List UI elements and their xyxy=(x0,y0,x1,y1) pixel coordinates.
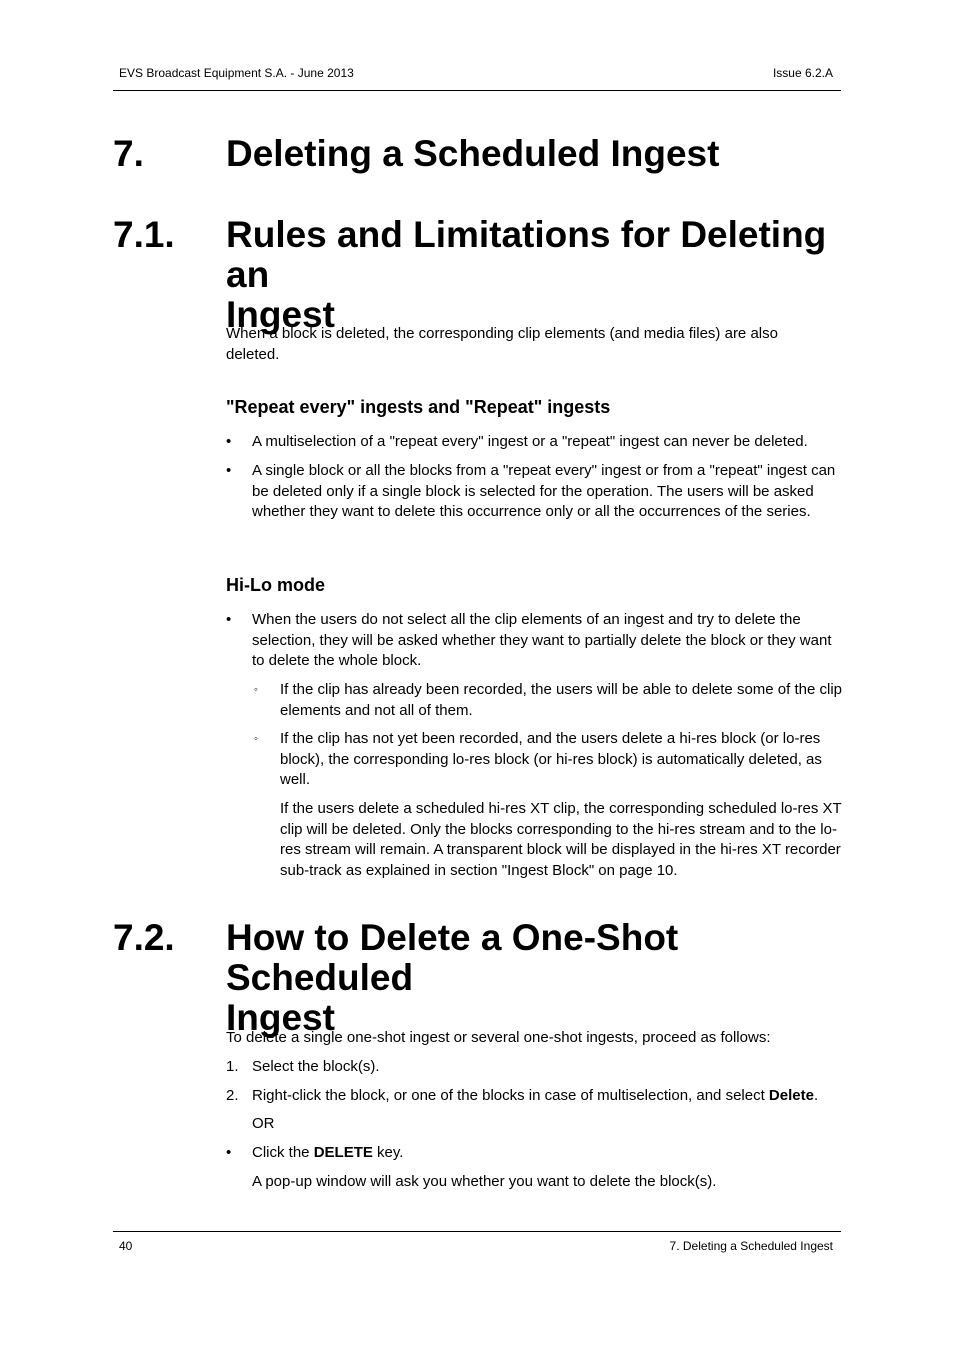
sub-list-item-text: If the clip has already been recorded, the users will be able to delete some of the clip elements and not all of them. xyxy=(280,681,842,719)
subheading-hilo: Hi-Lo mode xyxy=(226,575,325,595)
page-number: 40 xyxy=(119,1239,133,1253)
footer-section: 7. Deleting a Scheduled Ingest xyxy=(669,1239,833,1253)
step-text: Right-click the block, or one of the blocks in case of multiselection, and select Delete. xyxy=(252,1087,819,1104)
section2-number: 7.2. xyxy=(113,917,175,958)
section2-title-line2: Ingest xyxy=(226,997,335,1038)
section1-title xyxy=(226,215,866,335)
delete-command: Delete xyxy=(768,1087,814,1104)
hilo-note: If the users delete a scheduled hi-res XT clip, the corresponding scheduled lo-res XT clip will be deleted. Only the blocks corresponding to the hi-res stream and to the lo-res stream will remain. A transparent block will be displayed in the hi-res XT recorder sub-track as explained in section "Ingest Block" on page 10. xyxy=(280,800,842,879)
bullet-marker: • xyxy=(226,611,232,628)
chapter-number: 7. xyxy=(113,133,144,174)
section2-title xyxy=(226,918,866,1038)
section1-title-line2: Ingest xyxy=(226,294,335,335)
sub-list-item-text: If the clip has not yet been recorded, and the users delete a hi-res block (or lo-res block), the corresponding lo-res block (or hi-res block) is automatically deleted, as well. xyxy=(280,730,822,789)
circle-bullet-marker: ◦ xyxy=(254,733,258,745)
step-text: Select the block(s). xyxy=(252,1058,380,1075)
or-text: OR xyxy=(252,1115,275,1132)
section2-intro: To delete a single one-shot ingest or several one-shot ingests, proceed as follows: xyxy=(226,1029,771,1046)
page-header xyxy=(113,66,841,91)
bullet-marker: • xyxy=(226,462,232,479)
subheading-repeat: "Repeat every" ingests and "Repeat" ingests xyxy=(226,397,611,417)
chapter-title: Deleting a Scheduled Ingest xyxy=(226,133,720,174)
result-text: A pop-up window will ask you whether you want to delete the block(s). xyxy=(252,1173,717,1190)
step-number: 1. xyxy=(226,1058,239,1075)
bullet-marker: • xyxy=(226,433,232,450)
step-number: 2. xyxy=(226,1087,239,1104)
section2-title-line1: How to Delete a One-Shot Scheduled xyxy=(226,917,679,998)
list-item-text: A multiselection of a "repeat every" ingest or a "repeat" ingest can never be deleted. xyxy=(252,433,808,450)
header-right: Issue 6.2.A xyxy=(772,66,833,80)
circle-bullet-marker: ◦ xyxy=(254,684,258,696)
list-item-text: A single block or all the blocks from a "repeat every" ingest or from a "repeat" ingest can be deleted only if a single block is selected for the operation. The users will be asked whether they want to delete this occurrence only or all the occurrences of the series. xyxy=(252,462,836,521)
list-item-text: Click the DELETE key. xyxy=(252,1144,404,1161)
section1-intro: When a block is deleted, the corresponding clip elements (and media files) are also deleted. xyxy=(226,325,778,363)
section1-number: 7.1. xyxy=(113,214,175,255)
header-left: EVS Broadcast Equipment S.A. - June 2013 xyxy=(119,66,354,80)
delete-key: DELETE xyxy=(313,1144,373,1161)
bullet-marker: • xyxy=(226,1144,232,1161)
list-item-text: When the users do not select all the clip elements of an ingest and try to delete the selection, they will be asked whether they want to partially delete the block or they want to delete the whole block. xyxy=(252,611,832,670)
page-footer xyxy=(113,1231,841,1253)
section1-title-line1: Rules and Limitations for Deleting an xyxy=(226,214,827,295)
